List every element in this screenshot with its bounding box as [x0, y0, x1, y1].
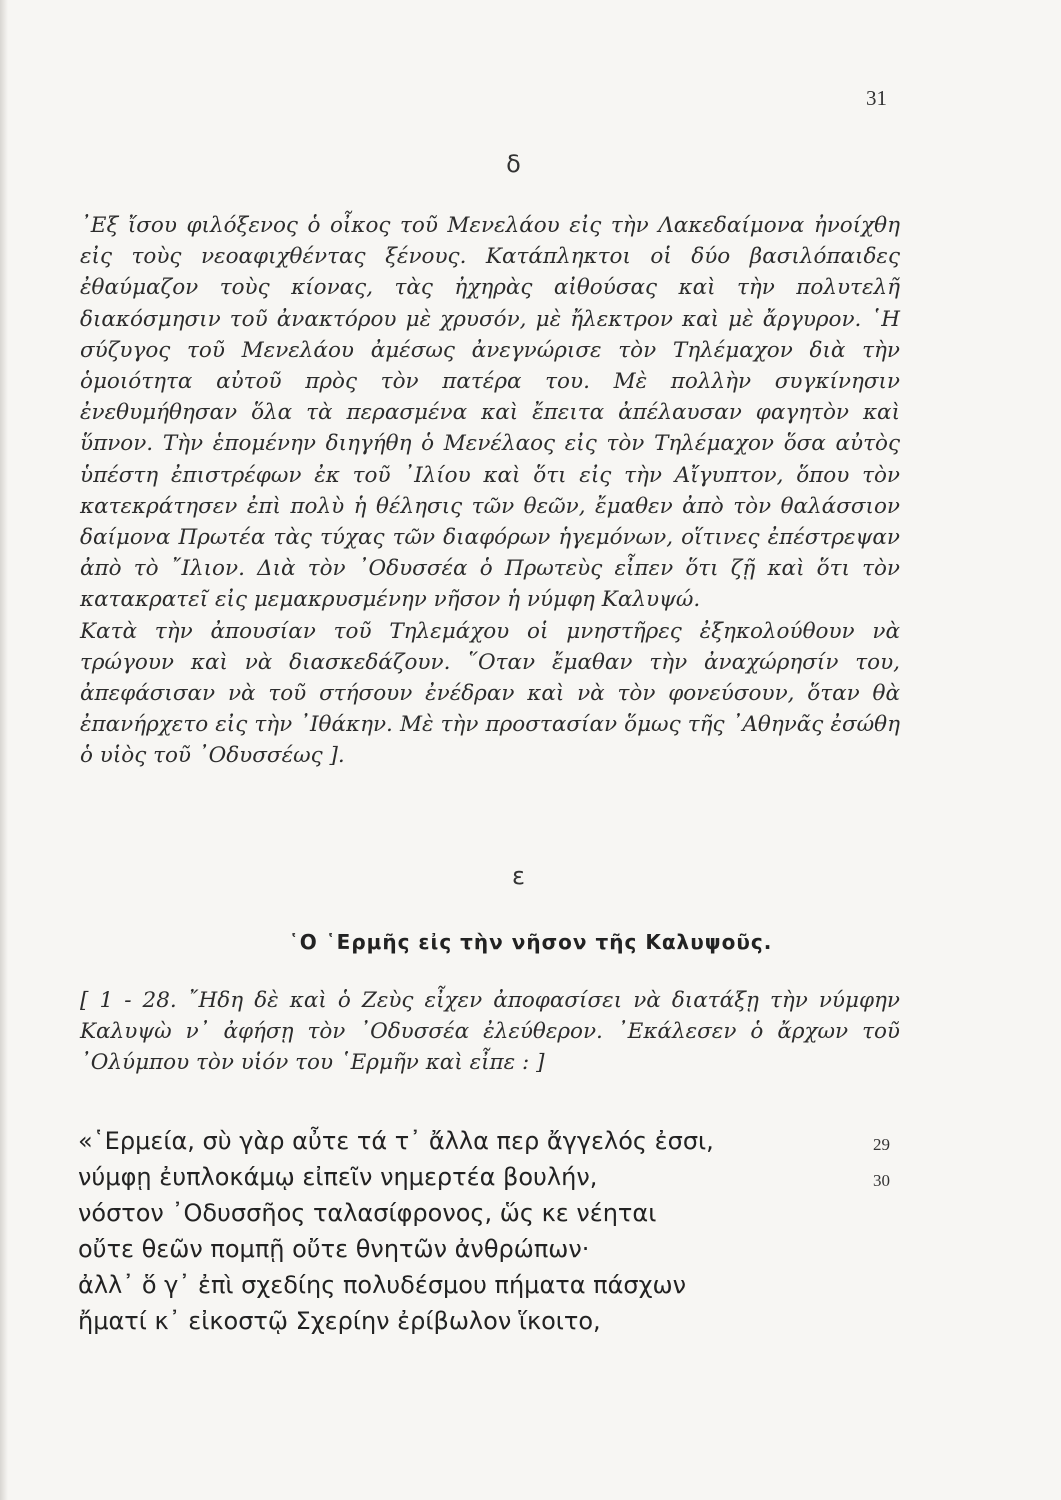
- section-letter-delta: δ: [506, 150, 521, 178]
- summary-paragraph: Κατὰ τὴν ἀπουσίαν τοῦ Τηλεμάχου οἱ μνηστῆρες ἐξηκολούθουν νὰ τρώγουν καὶ νὰ διασκεδάζουν. ῞Οταν ἔμαθαν τὴν ἀναχώρησίν του, ἀπεφάσισαν νὰ τοῦ στήσουν ἐνέδραν καὶ νὰ τὸν φονεύσουν, ὅταν θὰ ἐπανήρχετο εἰς τὴν ᾿Ιθάκην. Μὲ τὴν προστασίαν ὅμως τῆς ᾿Αθηνᾶς ἐσώθη ὁ υἱὸς τοῦ ᾿Οδυσσέως ].: [80, 618, 900, 769]
- verse-line: [78, 1231, 908, 1267]
- verse-line: [78, 1303, 908, 1339]
- verse-text: νόστον ᾿Οδυσσῆος ταλασίφρονος, ὥς κε νέηται: [78, 1199, 657, 1227]
- verse-text: νύμφῃ ἐυπλοκάμῳ εἰπεῖν νημερτέα βουλήν,: [78, 1163, 598, 1191]
- verse-line: [78, 1267, 908, 1303]
- verse-line: [78, 1123, 908, 1159]
- summary-epsilon: [80, 985, 900, 1079]
- page-edge-shadow: [0, 0, 8, 1500]
- section-heading: ῾Ο ῾Ερμῆς εἰς τὴν νῆσον τῆς Καλυψοῦς.: [288, 930, 773, 954]
- summary-paragraph: ᾿Εξ ἴσου φιλόξενος ὁ οἶκος τοῦ Μενελάου εἰς τὴν Λακεδαίμονα ἠνοίχθη εἰς τοὺς νεοαφιχθέντας ξένους. Κατάπληκτοι οἱ δύο βασιλόπαιδες ἐθαύμαζον τοὺς κίονας, τὰς ἠχηρὰς αἰθούσας καὶ τὴν πολυτελῆ διακόσμησιν τοῦ ἀνακτόρου μὲ χρυσόν, μὲ ἤλεκτρον καὶ μὲ ἄργυρον. ῾Η σύζυγος τοῦ Μενελάου ἀμέσως ἀνεγνώρισε τὸν Τηλέμαχον διὰ τὴν ὁμοιότητα αὐτοῦ πρὸς τὸν πατέρα του. Μὲ πολλὴν συγκίνησιν ἐνεθυμήθησαν ὅλα τὰ περασμένα καὶ ἔπειτα ἀπέλαυσαν φαγητὸν καὶ ὕπνον. Τὴν ἑπομένην διηγήθη ὁ Μενέλαος εἰς τὸν Τηλέμαχον ὅσα αὐτὸς ὑπέστη ἐπιστρέφων ἐκ τοῦ ᾿Ιλίου καὶ ὅτι εἰς τὴν Αἴγυπτον, ὅπου τὸν κατεκράτησεν ἐπὶ πολὺ ἡ θέλησις τῶν θεῶν, ἔμαθεν ἀπὸ τὸν θαλάσσιον δαίμονα Πρωτέα τὰς τύχας τῶν διαφόρων ἡγεμόνων, οἵτινες ἐπέστρεψαν ἀπὸ τὸ ῎Ιλιον. Διὰ τὸν ᾿Οδυσσέα ὁ Πρωτεὺς εἶπεν ὅτι ζῇ καὶ ὅτι τὸν κατακρατεῖ εἰς μεμακρυσμένην νῆσον ἡ νύμφη Καλυψώ.: [80, 213, 900, 613]
- verse-number: 30: [873, 1171, 890, 1190]
- verse-text: ἀλλ᾿ ὅ γ᾿ ἐπὶ σχεδίης πολυδέσμου πήματα πάσχων: [78, 1271, 687, 1299]
- verse-text: «῾Ερμεία, σὺ γὰρ αὖτε τά τ᾿ ἄλλα περ ἄγγελός ἐσσι,: [78, 1127, 714, 1155]
- verse-block: [78, 1123, 908, 1339]
- verse-line: [78, 1159, 908, 1195]
- verse-text: οὔτε θεῶν πομπῇ οὔτε θνητῶν ἀνθρώπων·: [78, 1235, 590, 1263]
- page-number: 31: [866, 86, 887, 110]
- verse-line: [78, 1195, 908, 1231]
- summary-paragraph: [ 1 - 28. ῎Ηδη δὲ καὶ ὁ Ζεὺς εἶχεν ἀποφασίσει νὰ διατάξῃ τὴν νύμφην Καλυψὼ ν᾿ ἀφήσῃ τὸν ᾿Οδυσσέα ἐλεύθερον. ᾿Εκάλεσεν ὁ ἄρχων τοῦ ᾿Ολύμπου τὸν υἱόν του ῾Ερμῆν καὶ εἶπε : ]: [80, 988, 900, 1076]
- summary-delta: [80, 210, 900, 772]
- verse-text: ἤματί κ᾿ εἰκοστῷ Σχερίην ἐρίβωλον ἵκοιτο,: [78, 1307, 601, 1335]
- verse-number: 29: [873, 1135, 890, 1154]
- section-letter-epsilon: ε: [512, 862, 525, 890]
